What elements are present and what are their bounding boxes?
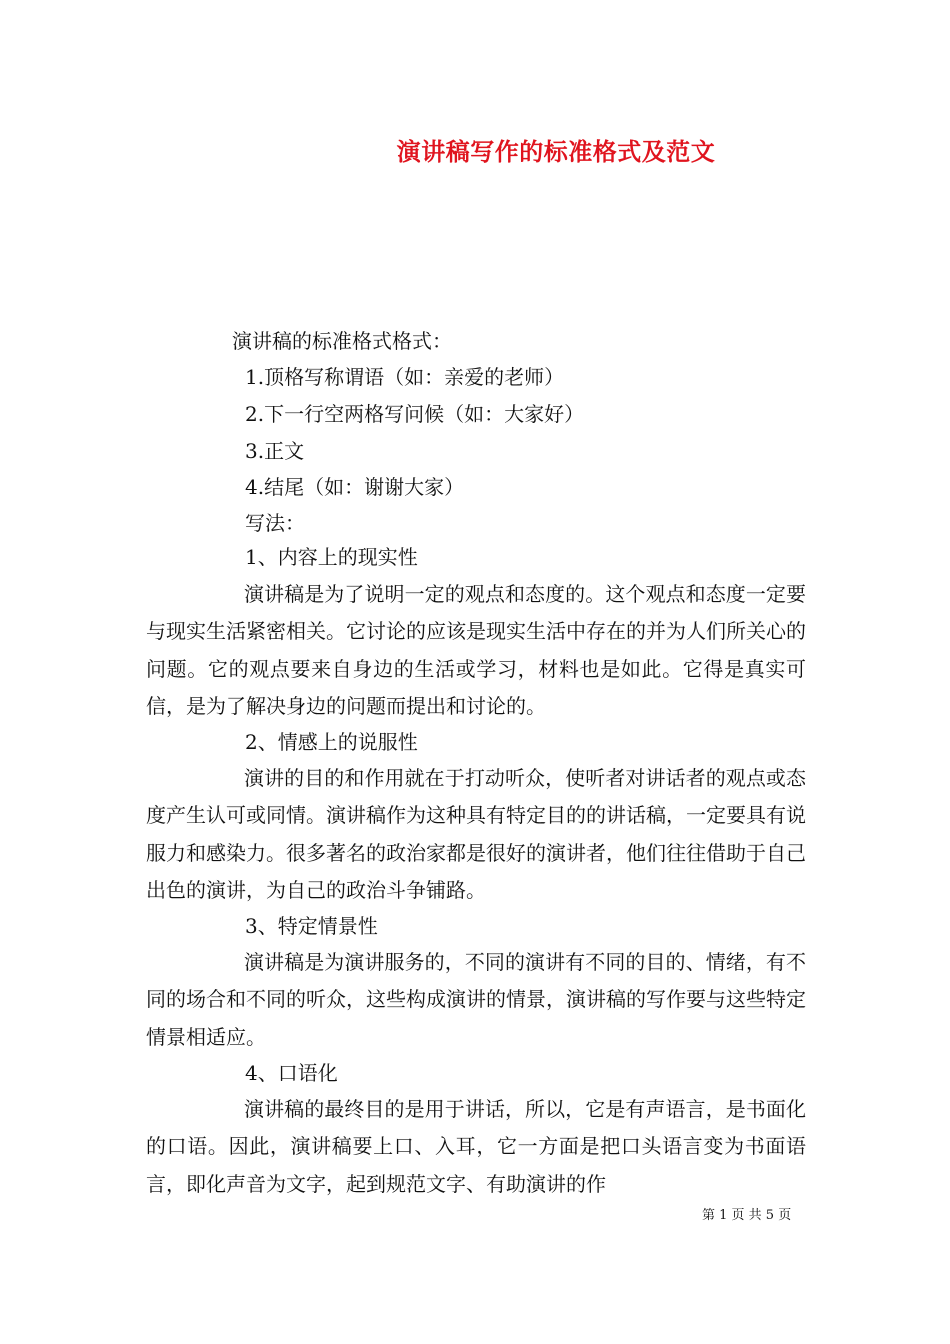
section-heading-3: 3、特定情景性 [245,914,378,938]
section-heading-1: 1、内容上的现实性 [245,545,418,569]
format-item-2: 2.下一行空两格写问候（如：大家好） [245,402,585,426]
section-body-3: 演讲稿是为演讲服务的，不同的演讲有不同的目的、情绪，有不同的场合和不同的听众，这些构成演讲的情景，演讲稿的写作要与这些特定情景相适应。 [146,950,806,1049]
format-item-1: 1.顶格写称谓语（如：亲爱的老师） [245,365,565,389]
page-footer: 第 1 页 共 5 页 [702,1208,792,1223]
section-body-4: 演讲稿的最终目的是用于讲话，所以，它是有声语言，是书面化的口语。因此，演讲稿要上口、入耳，它一方面是把口头语言变为书面语言，即化声音为文字，起到规范文字、有助演讲的作 [146,1097,806,1196]
format-item-3: 3.正文 [245,439,305,463]
document-title: 演讲稿写作的标准格式及范文 [396,137,716,166]
writing-heading: 写法： [245,511,305,535]
section-heading-2: 2、情感上的说服性 [245,730,418,754]
section-body-2: 演讲的目的和作用就在于打动听众，使听者对讲话者的观点或态度产生认可或同情。演讲稿作为这种具有特定目的的讲话稿，一定要具有说服力和感染力。很多著名的政治家都是很好的演讲者，他们往往借助于自己出色的演讲，为自己的政治斗争铺路。 [146,766,806,902]
format-heading: 演讲稿的标准格式格式： [232,329,452,353]
section-heading-4: 4、口语化 [245,1061,338,1085]
format-item-4: 4.结尾（如：谢谢大家） [245,475,465,499]
section-body-1: 演讲稿是为了说明一定的观点和态度的。这个观点和态度一定要与现实生活紧密相关。它讨论的应该是现实生活中存在的并为人们所关心的问题。它的观点要来自身边的生活或学习，材料也是如此。它得是真实可信，是为了解决身边的问题而提出和讨论的。 [146,582,806,718]
